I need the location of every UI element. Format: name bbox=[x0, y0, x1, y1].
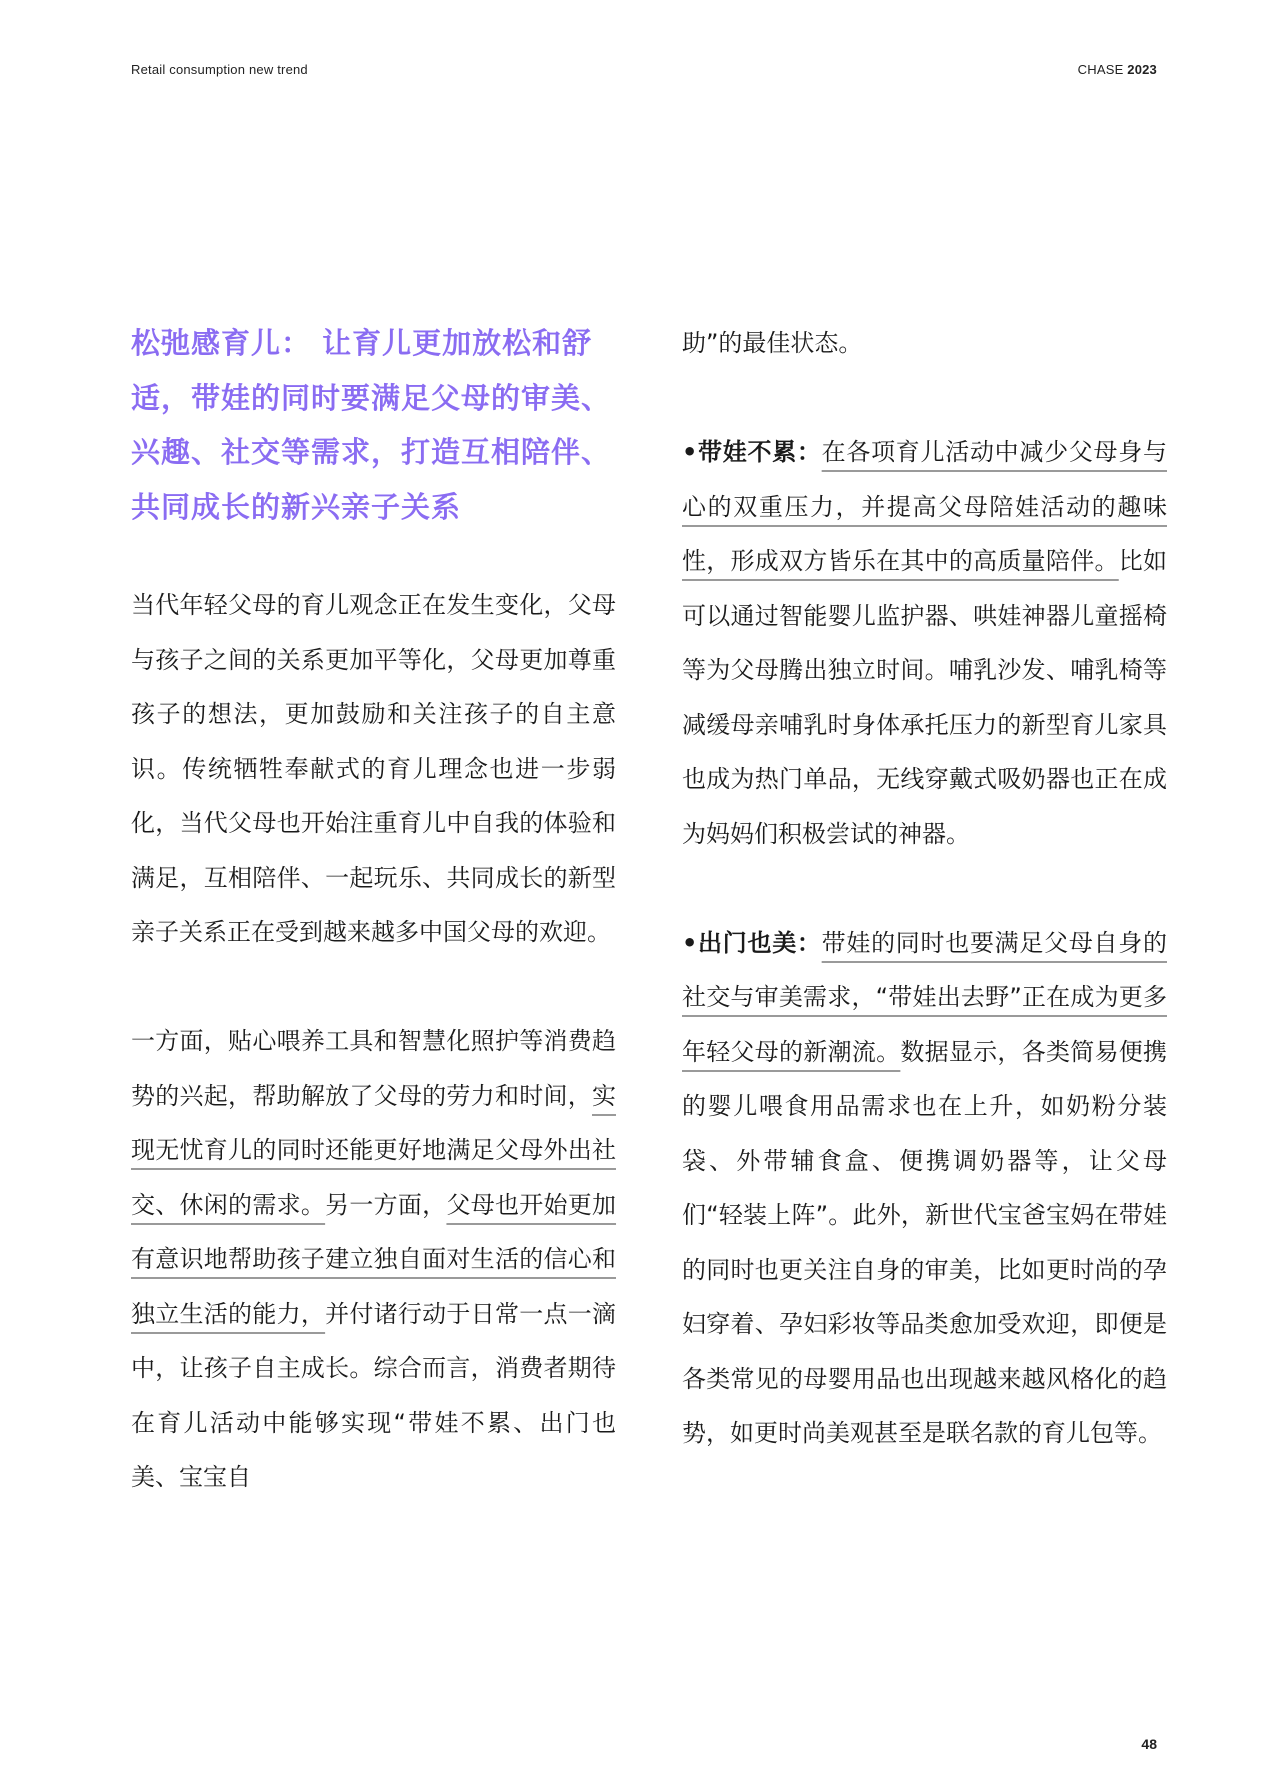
intro-paragraph: 当代年轻父母的育儿观念正在发生变化，父母与孩子之间的关系更加平等化，父母更加尊重孩子的想法，更加鼓励和关注孩子的自主意识。传统牺牲奉献式的育儿理念也进一步弱化，当代父母也开始注重育儿中自我的体验和满足，互相陪伴、一起玩乐、共同成长的新型亲子关系正在受到越来越多中国父母的欢迎。 bbox=[131, 591, 616, 946]
header-section-title: Retail consumption new trend bbox=[131, 62, 308, 77]
bullet2-text: 数据显示，各类简易便携的婴儿喂食用品需求也在上升，如奶粉分装袋、外带辅食盒、便携调奶器等，让父母们“轻装上阵”。此外，新世代宝爸宝妈在带娃的同时也更关注自身的审美，比如更时尚的孕妇穿着、孕妇彩妆等品类愈加受欢迎，即便是各类常见的母婴用品也出现越来越风格化的趋势，如更时尚美观甚至是联名款的育儿包等。 bbox=[682, 1037, 1168, 1447]
bullet1-highlight: 在各项育儿活动中减少父母身与心的双重压力，并提高父母陪娃活动的趣味性，形成双方皆乐在其中的高质量陪伴。 bbox=[682, 438, 1167, 575]
right-column bbox=[682, 316, 1167, 1461]
para2-text-b: 另一方面， bbox=[325, 1190, 447, 1219]
para2-text-c: 并付诸行动于日常一点一滴中，让孩子自主成长。综合而言，消费者期待在育儿活动中能够实现“带娃不累、出门也美、宝宝自 bbox=[131, 1299, 617, 1491]
bullet1-text: 比如可以通过智能婴儿监护器、哄娃神器儿童摇椅等为父母腾出独立时间。哺乳沙发、哺乳椅等减缓母亲哺乳时身体承托压力的新型育儿家具也成为热门单品，无线穿戴式吸奶器也正在成为妈妈们积极尝试的神器。 bbox=[682, 547, 1168, 848]
body-paragraph bbox=[131, 1014, 616, 1505]
para2-highlight-1: 实现无忧育儿的同时还能更好地满足父母外出社交、休闲的需求。 bbox=[131, 1081, 616, 1219]
bullet-item-stylish-outing bbox=[682, 916, 1167, 1461]
bullet1-label: •带娃不累： bbox=[682, 438, 822, 466]
header-year: 2023 bbox=[1127, 62, 1157, 77]
left-column bbox=[131, 316, 616, 1505]
bullet2-label: •出门也美： bbox=[682, 928, 822, 957]
header-brand-name: CHASE bbox=[1077, 62, 1124, 77]
continuation-text: 助”的最佳状态。 bbox=[682, 329, 863, 357]
section-heading: 松弛感育儿： 让育儿更加放松和舒适，带娃的同时要满足父母的审美、兴趣、社交等需求，打造互相陪伴、共同成长的新兴亲子关系 bbox=[131, 326, 612, 524]
header-brand bbox=[1078, 62, 1157, 77]
page-number: 48 bbox=[1141, 1736, 1157, 1752]
bullet-item-relaxed-parenting bbox=[682, 425, 1167, 861]
bullet2-highlight: 带娃的同时也要满足父母自身的社交与审美需求，“带娃出去野”正在成为更多年轻父母的新潮流。 bbox=[682, 928, 1167, 1066]
para2-text-a: 一方面，贴心喂养工具和智慧化照护等消费趋势的兴起，帮助解放了父母的劳力和时间， bbox=[131, 1027, 616, 1110]
para2-highlight-2: 父母也开始更加有意识地帮助孩子建立独自面对生活的信心和独立生活的能力， bbox=[131, 1190, 617, 1328]
